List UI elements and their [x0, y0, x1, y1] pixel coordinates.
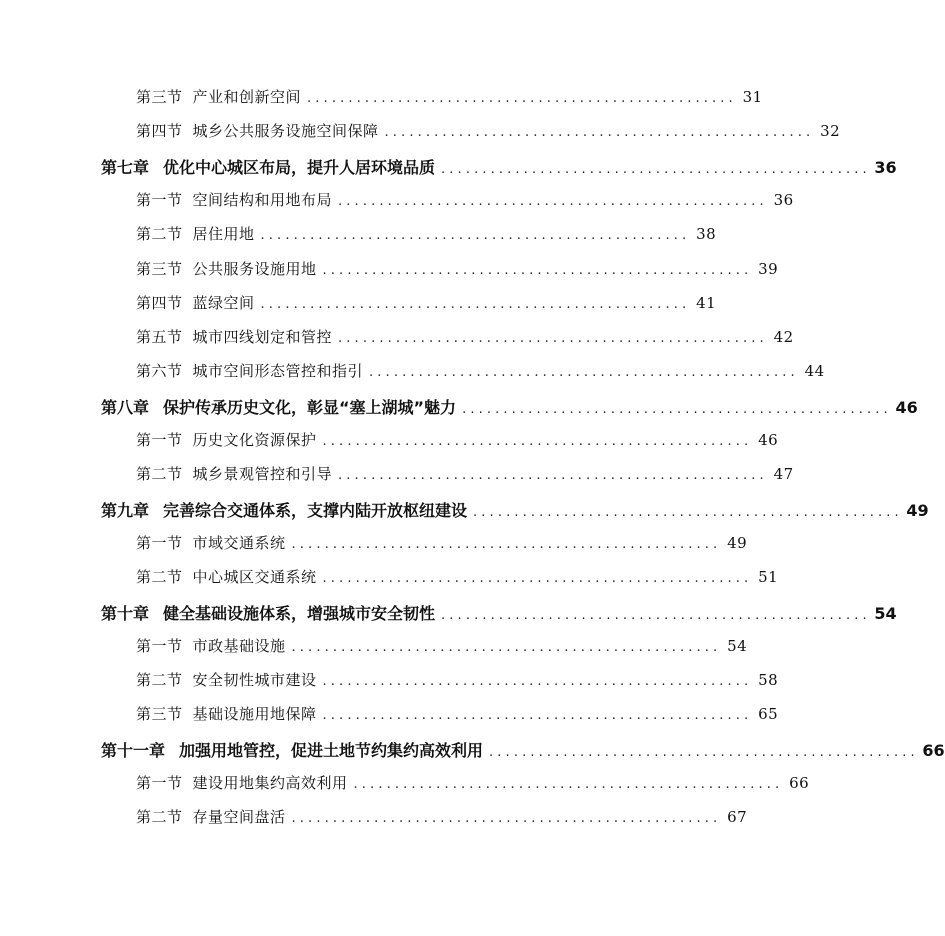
- section-title: 安全韧性城市建设: [192, 671, 317, 690]
- page-number: 46: [758, 431, 779, 449]
- page-number: 44: [804, 362, 825, 381]
- section-title: 空间结构和用地布局: [192, 190, 333, 209]
- page-number: 67: [727, 808, 748, 827]
- section-number: 第二节: [136, 465, 183, 484]
- section-number: 第四节: [136, 293, 183, 312]
- toc-section-entry: [0, 258, 779, 279]
- section-number: 第六节: [136, 362, 183, 381]
- toc-section-entry: [0, 669, 779, 690]
- page-number: 32: [820, 122, 841, 141]
- dot-leader: [323, 671, 749, 689]
- toc-section-entry: [0, 772, 810, 793]
- toc-chapter-entry: [0, 601, 897, 624]
- section-title: 存量空间盘活: [192, 808, 286, 827]
- dot-leader: [292, 534, 718, 552]
- page-number: 49: [906, 500, 929, 520]
- section-title: 产业和创新空间: [192, 88, 302, 106]
- toc-section-entry: [0, 292, 717, 313]
- section-title: 居住用地: [192, 225, 255, 244]
- dot-leader: [323, 705, 749, 723]
- page-number: 47: [773, 465, 794, 484]
- toc-section-entry: [0, 360, 825, 381]
- dot-leader: [354, 774, 780, 792]
- dot-leader: [489, 741, 915, 760]
- dot-leader: [323, 431, 749, 449]
- chapter-number: 第八章: [101, 397, 150, 417]
- section-number: 第五节: [136, 328, 183, 347]
- section-number: 第四节: [136, 122, 183, 141]
- page-number: 54: [727, 636, 748, 655]
- page-number: 41: [696, 293, 717, 312]
- section-number: 第一节: [136, 190, 183, 209]
- dot-leader: [338, 191, 764, 209]
- dot-leader: [338, 328, 764, 346]
- dot-leader: [323, 260, 749, 278]
- page-number: 65: [758, 705, 779, 724]
- chapter-title: 完善综合交通体系，支撑内陆开放枢纽建设: [163, 500, 468, 520]
- chapter-number: 第十章: [101, 603, 150, 623]
- section-number: 第一节: [136, 533, 183, 552]
- chapter-title: 优化中心城区布局，提升人居环境品质: [163, 157, 436, 177]
- dot-leader: [292, 808, 718, 826]
- section-title: 基础设施用地保障: [192, 705, 317, 724]
- dot-leader: [473, 501, 899, 520]
- toc-chapter-entry: [0, 395, 918, 418]
- toc-section-entry: [0, 463, 794, 484]
- dot-leader: [441, 604, 867, 623]
- dot-leader: [385, 122, 811, 140]
- toc-section-entry: [0, 120, 841, 141]
- page-number: 31: [742, 88, 763, 106]
- dot-leader: [338, 465, 764, 483]
- page-number: 54: [874, 603, 897, 623]
- dot-leader: [462, 398, 888, 417]
- chapter-title: 保护传承历史文化，彰显“塞上湖城”魅力: [163, 397, 457, 417]
- chapter-title: 健全基础设施体系，增强城市安全韧性: [163, 603, 436, 623]
- section-number: 第二节: [136, 568, 183, 587]
- section-number: 第二节: [136, 225, 183, 244]
- chapter-number: 第七章: [101, 157, 150, 177]
- toc-section-entry: [0, 806, 748, 827]
- section-title: 城市空间形态管控和指引: [192, 362, 364, 381]
- section-number: 第二节: [136, 808, 183, 827]
- section-title: 历史文化资源保护: [192, 431, 317, 449]
- section-number: 第三节: [136, 88, 183, 106]
- chapter-number: 第九章: [101, 500, 150, 520]
- section-number: 第一节: [136, 431, 183, 449]
- section-number: 第二节: [136, 671, 183, 690]
- dot-leader: [369, 362, 795, 380]
- section-title: 市政基础设施: [192, 636, 286, 655]
- section-title: 城乡景观管控和引导: [192, 465, 333, 484]
- section-number: 第一节: [136, 636, 183, 655]
- dot-leader: [261, 225, 687, 243]
- page-number: 51: [758, 568, 779, 587]
- section-number: 第三节: [136, 259, 183, 278]
- page-number: 66: [922, 740, 945, 760]
- page-number: 58: [758, 671, 779, 690]
- dot-leader: [441, 158, 867, 177]
- toc-section-entry: [0, 532, 748, 553]
- chapter-title: 加强用地管控，促进土地节约集约高效利用: [179, 740, 484, 760]
- dot-leader: [261, 294, 687, 312]
- toc-section-entry: [0, 703, 779, 724]
- section-number: 第一节: [136, 774, 183, 792]
- page-number: 36: [773, 190, 794, 209]
- chapter-number: 第十一章: [101, 740, 166, 760]
- section-title: 中心城区交通系统: [192, 568, 317, 587]
- section-title: 城乡公共服务设施空间保障: [192, 122, 379, 141]
- page-number: 36: [874, 157, 897, 177]
- toc-section-entry: [0, 635, 748, 656]
- toc-chapter-entry: [0, 738, 945, 761]
- dot-leader: [292, 637, 718, 655]
- toc-chapter-entry: [0, 155, 897, 178]
- page-number: 39: [758, 259, 779, 278]
- section-title: 市域交通系统: [192, 533, 286, 552]
- toc-chapter-entry: [0, 498, 929, 521]
- section-title: 蓝绿空间: [192, 293, 255, 312]
- toc-section-entry: [0, 189, 794, 210]
- toc-section-entry: [0, 86, 763, 107]
- page-number: 38: [696, 225, 717, 244]
- toc-section-entry: [0, 429, 779, 450]
- section-title: 建设用地集约高效利用: [192, 774, 348, 792]
- toc-section-entry: [0, 326, 794, 347]
- page-number: 66: [789, 774, 810, 792]
- section-title: 城市四线划定和管控: [192, 328, 333, 347]
- dot-leader: [307, 88, 733, 106]
- page-number: 42: [773, 328, 794, 347]
- page-number: 49: [727, 533, 748, 552]
- section-title: 公共服务设施用地: [192, 259, 317, 278]
- page-number: 46: [895, 397, 918, 417]
- toc-section-entry: [0, 566, 779, 587]
- section-number: 第三节: [136, 705, 183, 724]
- toc-section-entry: [0, 223, 717, 244]
- dot-leader: [323, 568, 749, 586]
